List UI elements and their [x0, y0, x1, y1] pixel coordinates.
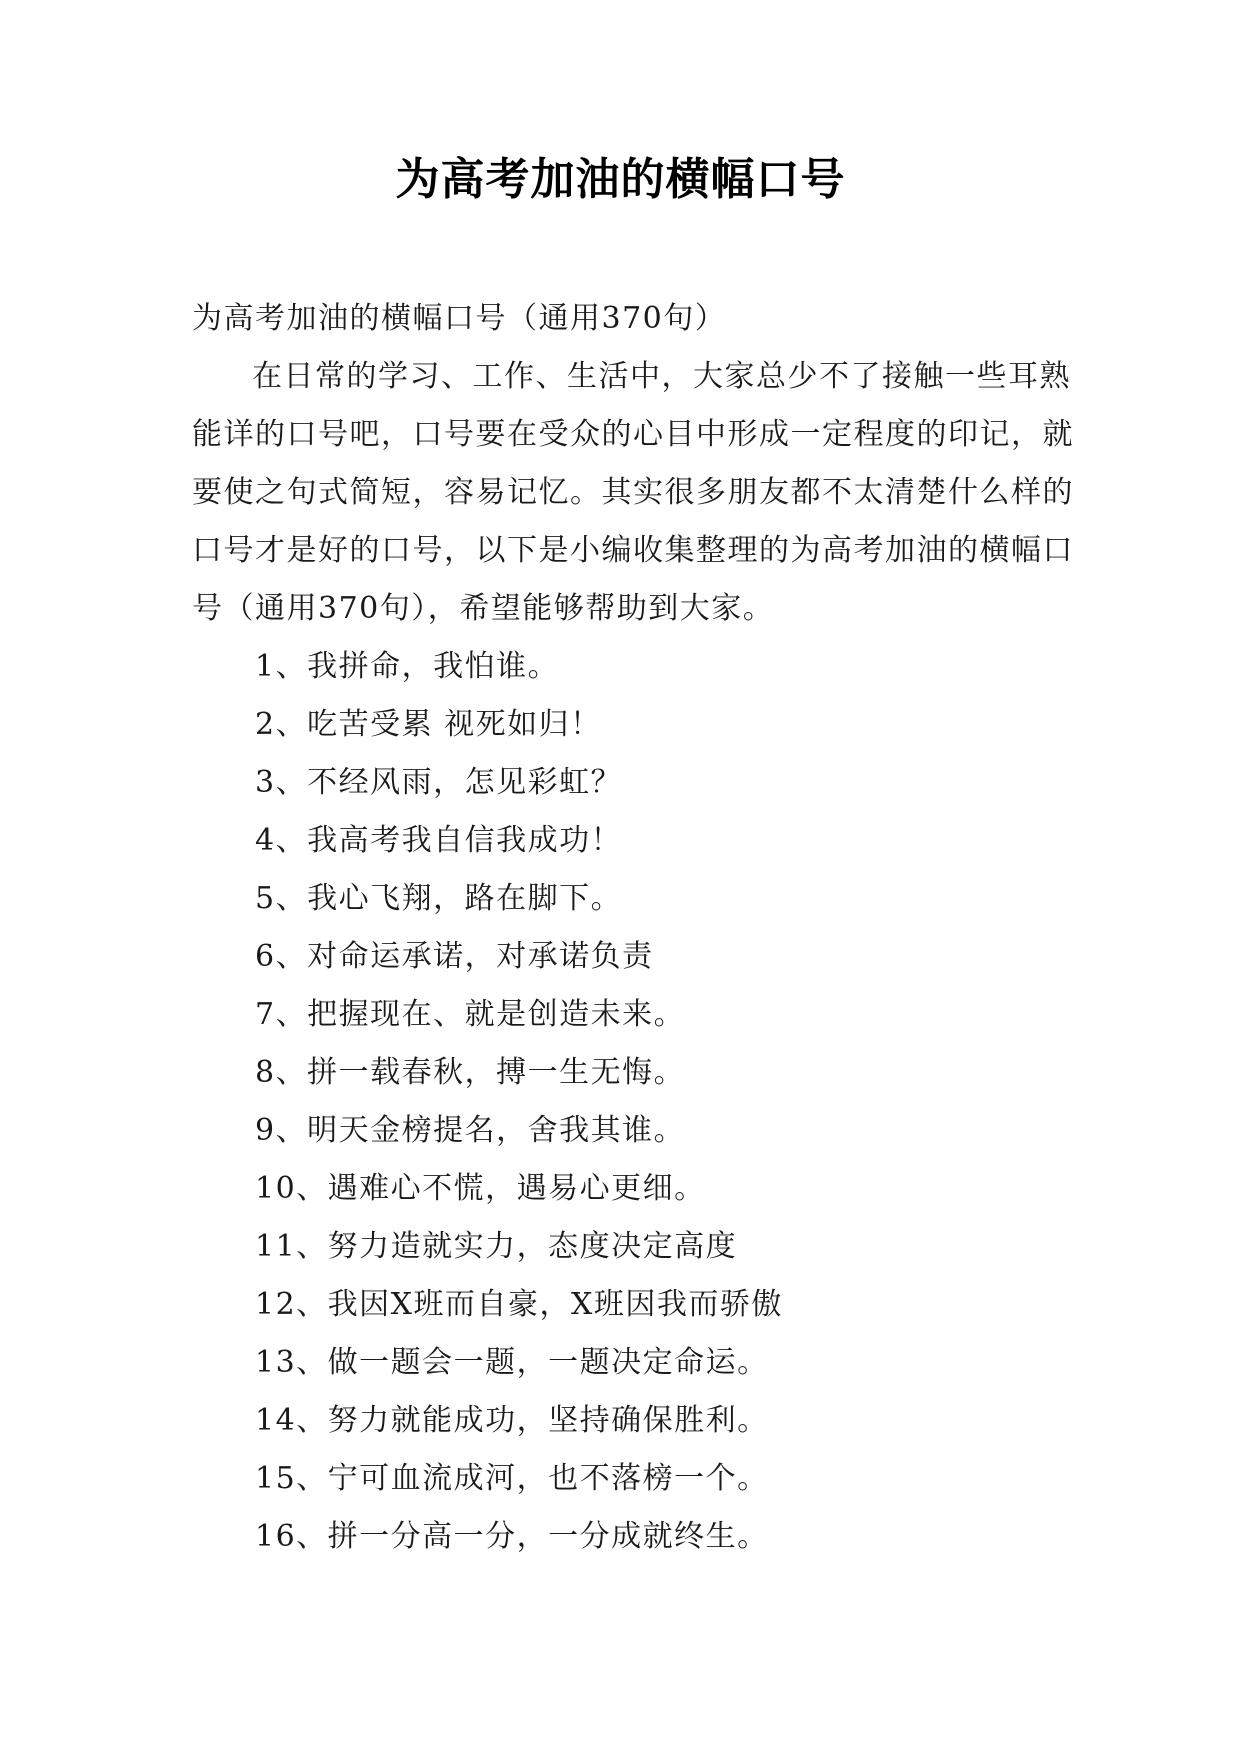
- intro-paragraph: 在日常的学习、工作、生活中，大家总少不了接触一些耳熟能详的口号吧，口号要在受众的心目中形成一定程度的印记，就要使之句式简短，容易记忆。其实很多朋友都不太清楚什么样的口号才是好的口号，以下是小编收集整理的为高考加油的横幅口号（通用370句），希望能够帮助到大家。: [192, 359, 1074, 626]
- slogan-item: 12、我因X班而自豪，X班因我而骄傲: [255, 1287, 783, 1322]
- slogan-item: 4、我高考我自信我成功！: [255, 823, 623, 858]
- slogan-item: 7、把握现在、就是创造未来。: [255, 997, 686, 1032]
- slogan-item: 15、宁可血流成河，也不落榜一个。: [255, 1461, 769, 1496]
- document-subtitle: 为高考加油的横幅口号（通用370句）: [192, 301, 727, 336]
- document-body: [192, 290, 1092, 1566]
- slogan-item: 3、不经风雨，怎见彩虹？: [255, 765, 623, 800]
- slogan-item: 14、努力就能成功，坚持确保胜利。: [255, 1403, 769, 1438]
- slogan-item: 10、遇难心不慌，遇易心更细。: [255, 1171, 706, 1206]
- slogan-item: 2、吃苦受累 视死如归！: [255, 707, 602, 742]
- document-title: 为高考加油的横幅口号: [395, 154, 846, 205]
- slogan-item: 9、明天金榜提名，舍我其谁。: [255, 1113, 686, 1148]
- slogan-item: 11、努力造就实力，态度决定高度: [255, 1229, 738, 1264]
- slogan-item: 8、拼一载春秋，搏一生无悔。: [255, 1055, 686, 1090]
- slogan-item: 13、做一题会一题，一题决定命运。: [255, 1345, 769, 1380]
- slogan-item: 16、拼一分高一分，一分成就终生。: [255, 1519, 769, 1554]
- slogan-item: 6、对命运承诺，对承诺负责: [255, 939, 654, 974]
- slogan-item: 1、我拼命，我怕谁。: [255, 649, 560, 684]
- slogan-item: 5、我心飞翔，路在脚下。: [255, 881, 623, 916]
